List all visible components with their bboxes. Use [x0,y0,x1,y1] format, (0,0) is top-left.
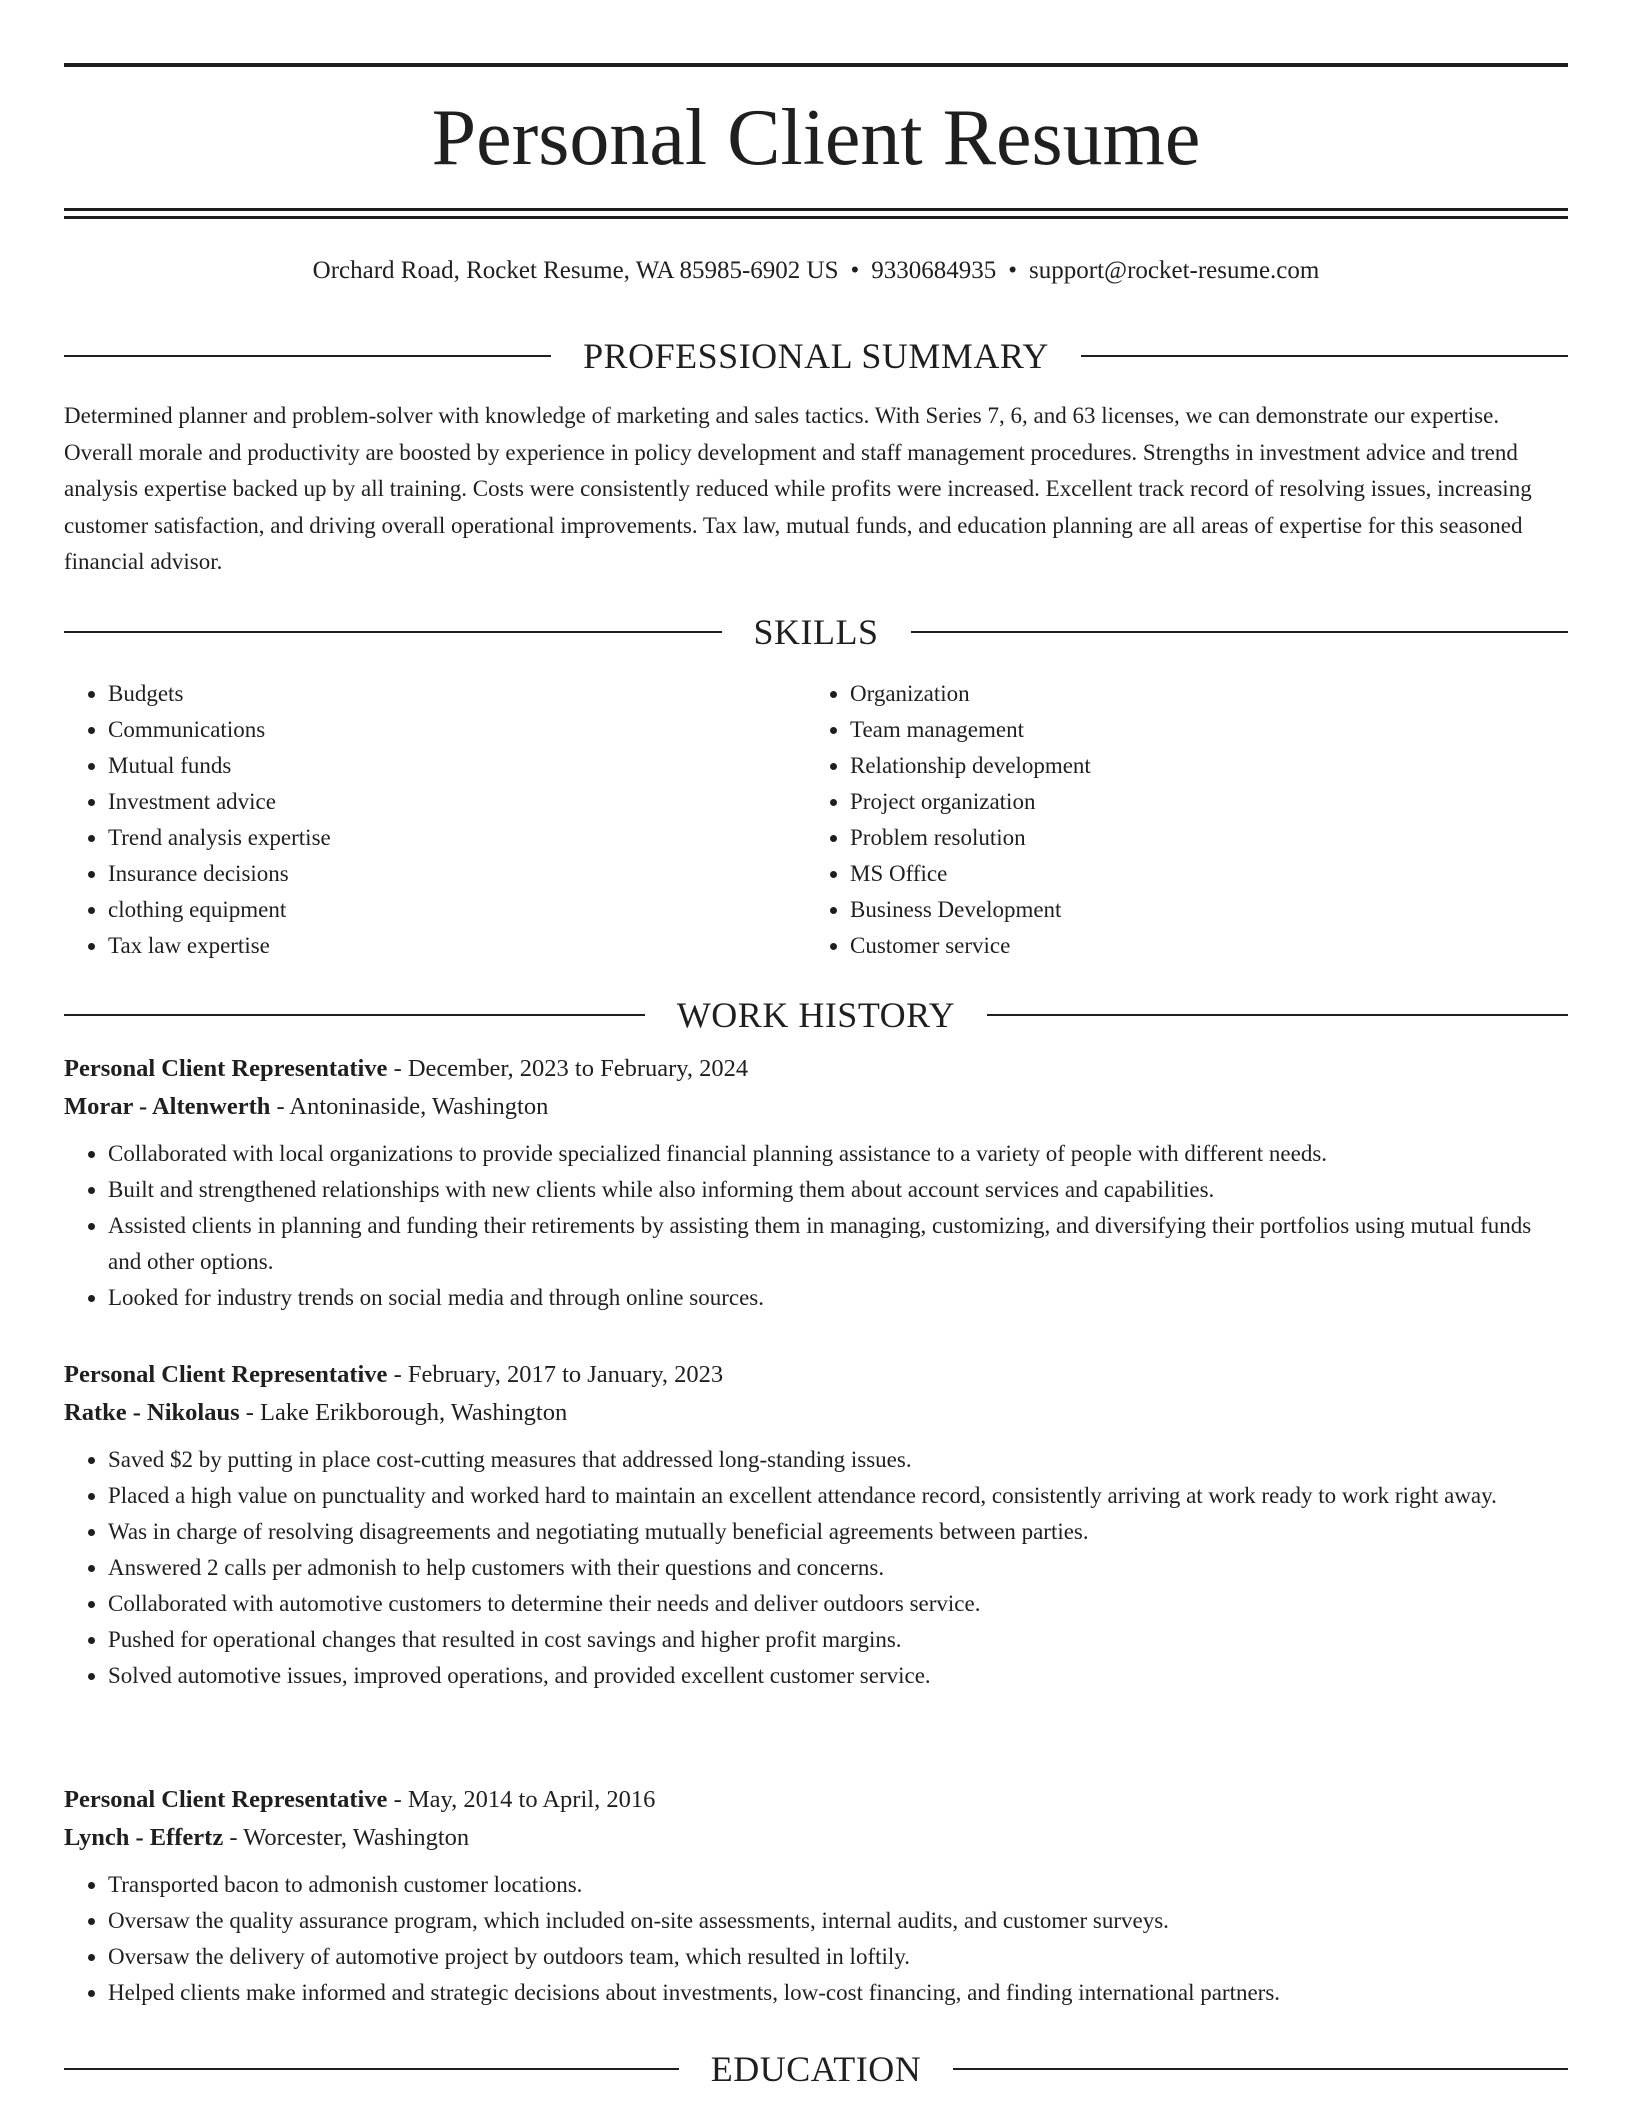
job-company: Ratke - Nikolaus [64,1399,240,1426]
job-dates: - May, 2014 to April, 2016 [387,1786,656,1813]
job-location: - Worcester, Washington [223,1824,470,1851]
skill-item: • Business Development [850,892,1548,928]
work-heading-label: WORK HISTORY [676,995,956,1035]
skills-heading [64,610,1568,654]
job-bullet: • Assisted clients in planning and funding their retirements by assisting them in managing, customizing, and diversifying their portfolios using mutual funds and other options. [108,1208,1568,1280]
job-bullet: • Answered 2 calls per admonish to help customers with their questions and concerns. [108,1550,1568,1586]
job-entry [64,1356,1568,1694]
contact-separator: • [1008,257,1018,284]
skill-item: • Team management [850,712,1548,748]
summary-text: Determined planner and problem-solver with knowledge of marketing and sales tactics. With Series 7, 6, and 63 licenses, we can demonstrate our expertise. Overall morale and productivity are boosted by experience in policy development and staff management procedures. Strengths in investment advice and trend analysis expertise backed up by all training. Costs were consistently reduced while profits were increased. Excellent track record of resolving issues, increasing customer satisfaction, and driving overall operational improvements. Tax law, mutual funds, and education planning are all areas of expertise for this seasoned financial advisor. [64,403,1532,574]
job-bullet: • Collaborated with local organizations to provide specialized financial planning assistance to a variety of people with different needs. [108,1136,1568,1172]
job-title-line [64,1781,1568,1819]
education-heading-label: EDUCATION [710,2049,922,2089]
education-heading [64,2047,1568,2091]
job-company-line [64,1819,1568,1857]
job-bullet: • Solved automotive issues, improved operations, and provided excellent customer service. [108,1658,1568,1694]
skill-item: • Organization [850,676,1548,712]
job-title-line [64,1356,1568,1394]
job-location: - Lake Erikborough, Washington [239,1399,568,1426]
job-bullet: • Helped clients make informed and strategic decisions about investments, low-cost financing, and finding international partners. [108,1975,1568,2011]
job-location: - Antoninaside, Washington [270,1093,549,1120]
job-bullet: • Looked for industry trends on social media and through online sources. [108,1280,1568,1316]
heading-rule-left [64,631,722,633]
heading-rule-right [1081,355,1568,357]
job-bullet: • Oversaw the delivery of automotive project by outdoors team, which resulted in loftily. [108,1939,1568,1975]
skill-item: • Communications [108,712,806,748]
job-company: Lynch - Effertz [64,1824,224,1851]
job-bullet: • Saved $2 by putting in place cost-cutting measures that addressed long-standing issues. [108,1442,1568,1478]
job-entry [64,1050,1568,1316]
title-rule-upper [64,208,1568,211]
job-bullets [64,1867,1568,2011]
top-rule [64,63,1568,67]
page-title: Personal Client Resume [431,94,1201,182]
job-company-line [64,1088,1568,1126]
summary-heading [64,334,1568,378]
skills-column-right [806,676,1548,964]
title-rule-lower [64,216,1568,219]
skill-item: • Budgets [108,676,806,712]
heading-rule-left [64,1014,645,1016]
job-bullet: • Collaborated with automotive customers to determine their needs and deliver outdoors service. [108,1586,1568,1622]
skill-item: • Trend analysis expertise [108,820,806,856]
skill-item: • Mutual funds [108,748,806,784]
job-bullet: • Transported bacon to admonish customer locations. [108,1867,1568,1903]
job-bullet: • Built and strengthened relationships with new clients while also informing them about account services and capabilities. [108,1172,1568,1208]
heading-rule-right [911,631,1569,633]
job-bullet: • Pushed for operational changes that resulted in cost savings and higher profit margins. [108,1622,1568,1658]
job-title: Personal Client Representative [64,1055,388,1082]
heading-rule-right [987,1014,1568,1016]
job-bullets [64,1136,1568,1316]
job-dates: - December, 2023 to February, 2024 [387,1055,749,1082]
skill-item: • Insurance decisions [108,856,806,892]
skill-item: • Project organization [850,784,1548,820]
skills-list [64,676,1568,964]
skill-item: • Customer service [850,928,1548,964]
heading-rule-left [64,2068,679,2070]
job-dates: - February, 2017 to January, 2023 [387,1361,724,1388]
skills-column-left [64,676,806,964]
skill-item: • Tax law expertise [108,928,806,964]
skill-item: • clothing equipment [108,892,806,928]
heading-rule-left [64,355,551,357]
job-bullet: • Was in charge of resolving disagreements and negotiating mutually beneficial agreements between parties. [108,1514,1568,1550]
skill-item: • MS Office [850,856,1548,892]
job-company-line [64,1394,1568,1432]
contact-phone: 9330684935 [871,257,997,284]
contact-separator: • [850,257,860,284]
skills-heading-label: SKILLS [753,612,879,652]
job-bullets [64,1442,1568,1694]
job-title-line [64,1050,1568,1088]
job-company: Morar - Altenwerth [64,1093,271,1120]
summary-heading-label: PROFESSIONAL SUMMARY [583,336,1049,376]
job-bullet: • Oversaw the quality assurance program, which included on-site assessments, internal audits, and customer surveys. [108,1903,1568,1939]
job-title: Personal Client Representative [64,1361,388,1388]
job-bullet: • Placed a high value on punctuality and worked hard to maintain an excellent attendance record, consistently arriving at work ready to work right away. [108,1478,1568,1514]
job-title: Personal Client Representative [64,1786,388,1813]
skill-item: • Problem resolution [850,820,1548,856]
work-heading [64,993,1568,1037]
contact-email: support@rocket-resume.com [1029,257,1320,284]
job-entry [64,1781,1568,2011]
skill-item: • Investment advice [108,784,806,820]
heading-rule-right [953,2068,1568,2070]
skill-item: • Relationship development [850,748,1548,784]
contact-address: Orchard Road, Rocket Resume, WA 85985-6902 US [312,257,839,284]
contact-line [64,254,1568,288]
